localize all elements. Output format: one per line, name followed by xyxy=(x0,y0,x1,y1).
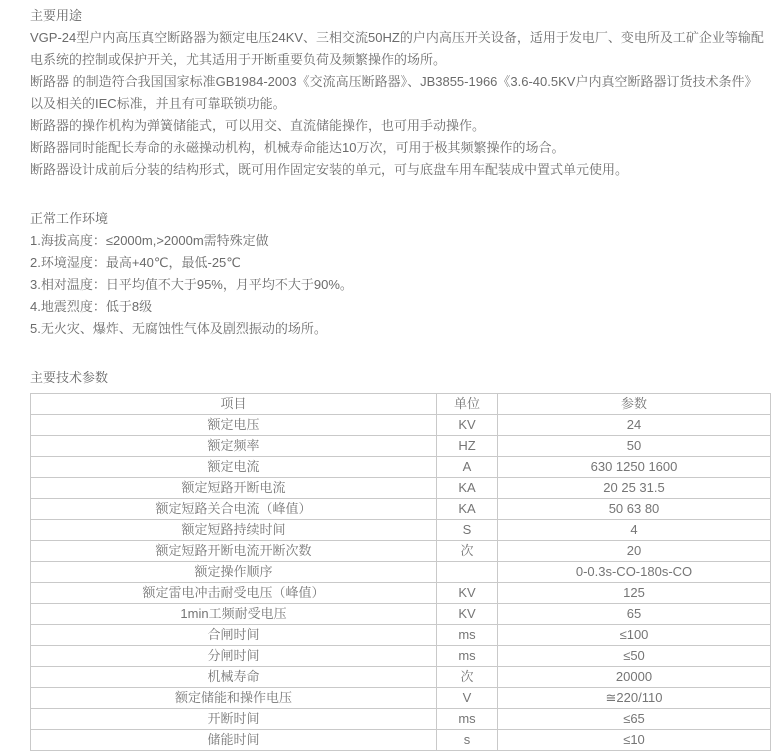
unit-cell: s xyxy=(437,730,498,751)
section-heading-usage: 主要用途 xyxy=(30,8,83,23)
table-row xyxy=(31,562,771,583)
unit-cell: KV xyxy=(437,583,498,604)
item-cell: 额定短路关合电流（峰值） xyxy=(31,499,437,520)
item-cell: 储能时间 xyxy=(31,730,437,751)
item-cell: 额定雷电冲击耐受电压（峰值） xyxy=(31,583,437,604)
environment-item-4: 4.地震烈度：低于8级 xyxy=(30,299,153,314)
value-cell: ≤65 xyxy=(498,709,771,730)
item-cell: 额定频率 xyxy=(31,436,437,457)
usage-paragraph-4: 断路器同时能配长寿命的永磁操动机构，机械寿命能达10万次，可用于极其频繁操作的场合。 xyxy=(30,140,565,155)
value-cell: ≤100 xyxy=(498,625,771,646)
value-cell: 65 xyxy=(498,604,771,625)
item-cell: 额定操作顺序 xyxy=(31,562,437,583)
parameters-table-body xyxy=(31,415,771,751)
table-row xyxy=(31,436,771,457)
value-cell: 20 xyxy=(498,541,771,562)
value-cell: 0-0.3s-CO-180s-CO xyxy=(498,562,771,583)
item-cell: 额定短路开断电流 xyxy=(31,478,437,499)
value-cell: ≅220/110 xyxy=(498,688,771,709)
item-cell: 机械寿命 xyxy=(31,667,437,688)
environment-item-5: 5.无火灾、爆炸、无腐蚀性气体及剧烈振动的场所。 xyxy=(30,321,327,336)
section-working-environment xyxy=(30,208,764,340)
item-cell: 额定短路持续时间 xyxy=(31,520,437,541)
unit-cell: HZ xyxy=(437,436,498,457)
item-cell: 额定短路开断电流开断次数 xyxy=(31,541,437,562)
item-cell: 额定电流 xyxy=(31,457,437,478)
table-row xyxy=(31,520,771,541)
item-cell: 额定电压 xyxy=(31,415,437,436)
section-heading-parameters: 主要技术参数 xyxy=(30,370,109,385)
unit-cell: 次 xyxy=(437,541,498,562)
value-cell: 4 xyxy=(498,520,771,541)
usage-paragraph-5: 断路器设计成前后分装的结构形式，既可用作固定安装的单元，可与底盘车用车配装成中置式单元使用。 xyxy=(30,162,629,177)
unit-cell: KV xyxy=(437,604,498,625)
section-heading-environment: 正常工作环境 xyxy=(30,211,109,226)
table-row xyxy=(31,583,771,604)
table-row xyxy=(31,478,771,499)
value-cell: 50 63 80 xyxy=(498,499,771,520)
environment-item-1: 1.海拔高度：≤2000m,>2000m需特殊定做 xyxy=(30,233,269,248)
unit-cell: KA xyxy=(437,499,498,520)
unit-cell: KV xyxy=(437,415,498,436)
usage-paragraph-1: VGP-24型户内高压真空断路器为额定电压24KV、三相交流50HZ的户内高压开关设备，适用于发电厂、变电所及工矿企业等输配电系统的控制或保护开关，尤其适用于开断重要负荷及频繁操作的场所。 xyxy=(30,30,764,67)
table-row xyxy=(31,604,771,625)
value-cell: 24 xyxy=(498,415,771,436)
value-cell: 50 xyxy=(498,436,771,457)
table-row xyxy=(31,499,771,520)
unit-cell: S xyxy=(437,520,498,541)
table-row xyxy=(31,667,771,688)
table-row xyxy=(31,730,771,751)
table-row xyxy=(31,646,771,667)
parameters-table xyxy=(30,393,771,751)
usage-paragraph-3: 断路器的操作机构为弹簧储能式，可以用交、直流储能操作，也可用手动操作。 xyxy=(30,118,486,133)
unit-cell: V xyxy=(437,688,498,709)
item-cell: 1min工频耐受电压 xyxy=(31,604,437,625)
item-cell: 开断时间 xyxy=(31,709,437,730)
unit-cell: A xyxy=(437,457,498,478)
usage-paragraph-2: 断路器 的制造符合我国国家标准GB1984-2003《交流高压断路器》、JB3855-1966《3.6-40.5KV户内真空断路器订货技术条件》以及相关的IEC标准，并且有可靠联锁功能。 xyxy=(30,74,758,111)
item-cell: 额定储能和操作电压 xyxy=(31,688,437,709)
unit-cell: ms xyxy=(437,709,498,730)
value-cell: ≤10 xyxy=(498,730,771,751)
value-cell: 630 1250 1600 xyxy=(498,457,771,478)
section-main-usage xyxy=(30,5,764,181)
environment-item-2: 2.环境湿度：最高+40℃，最低-25℃ xyxy=(30,255,241,270)
table-header-row xyxy=(31,394,771,415)
unit-cell: ms xyxy=(437,625,498,646)
column-header-unit: 单位 xyxy=(437,394,498,415)
table-row xyxy=(31,688,771,709)
table-row xyxy=(31,457,771,478)
column-header-item: 项目 xyxy=(31,394,437,415)
value-cell: ≤50 xyxy=(498,646,771,667)
table-row xyxy=(31,415,771,436)
value-cell: 125 xyxy=(498,583,771,604)
table-row xyxy=(31,709,771,730)
unit-cell: KA xyxy=(437,478,498,499)
table-row xyxy=(31,541,771,562)
unit-cell xyxy=(437,562,498,583)
value-cell: 20000 xyxy=(498,667,771,688)
value-cell: 20 25 31.5 xyxy=(498,478,771,499)
table-row xyxy=(31,625,771,646)
unit-cell: ms xyxy=(437,646,498,667)
unit-cell: 次 xyxy=(437,667,498,688)
item-cell: 合闸时间 xyxy=(31,625,437,646)
column-header-value: 参数 xyxy=(498,394,771,415)
item-cell: 分闸时间 xyxy=(31,646,437,667)
environment-item-3: 3.相对温度：日平均值不大于95%，月平均不大于90%。 xyxy=(30,277,353,292)
section-technical-parameters xyxy=(30,367,764,751)
